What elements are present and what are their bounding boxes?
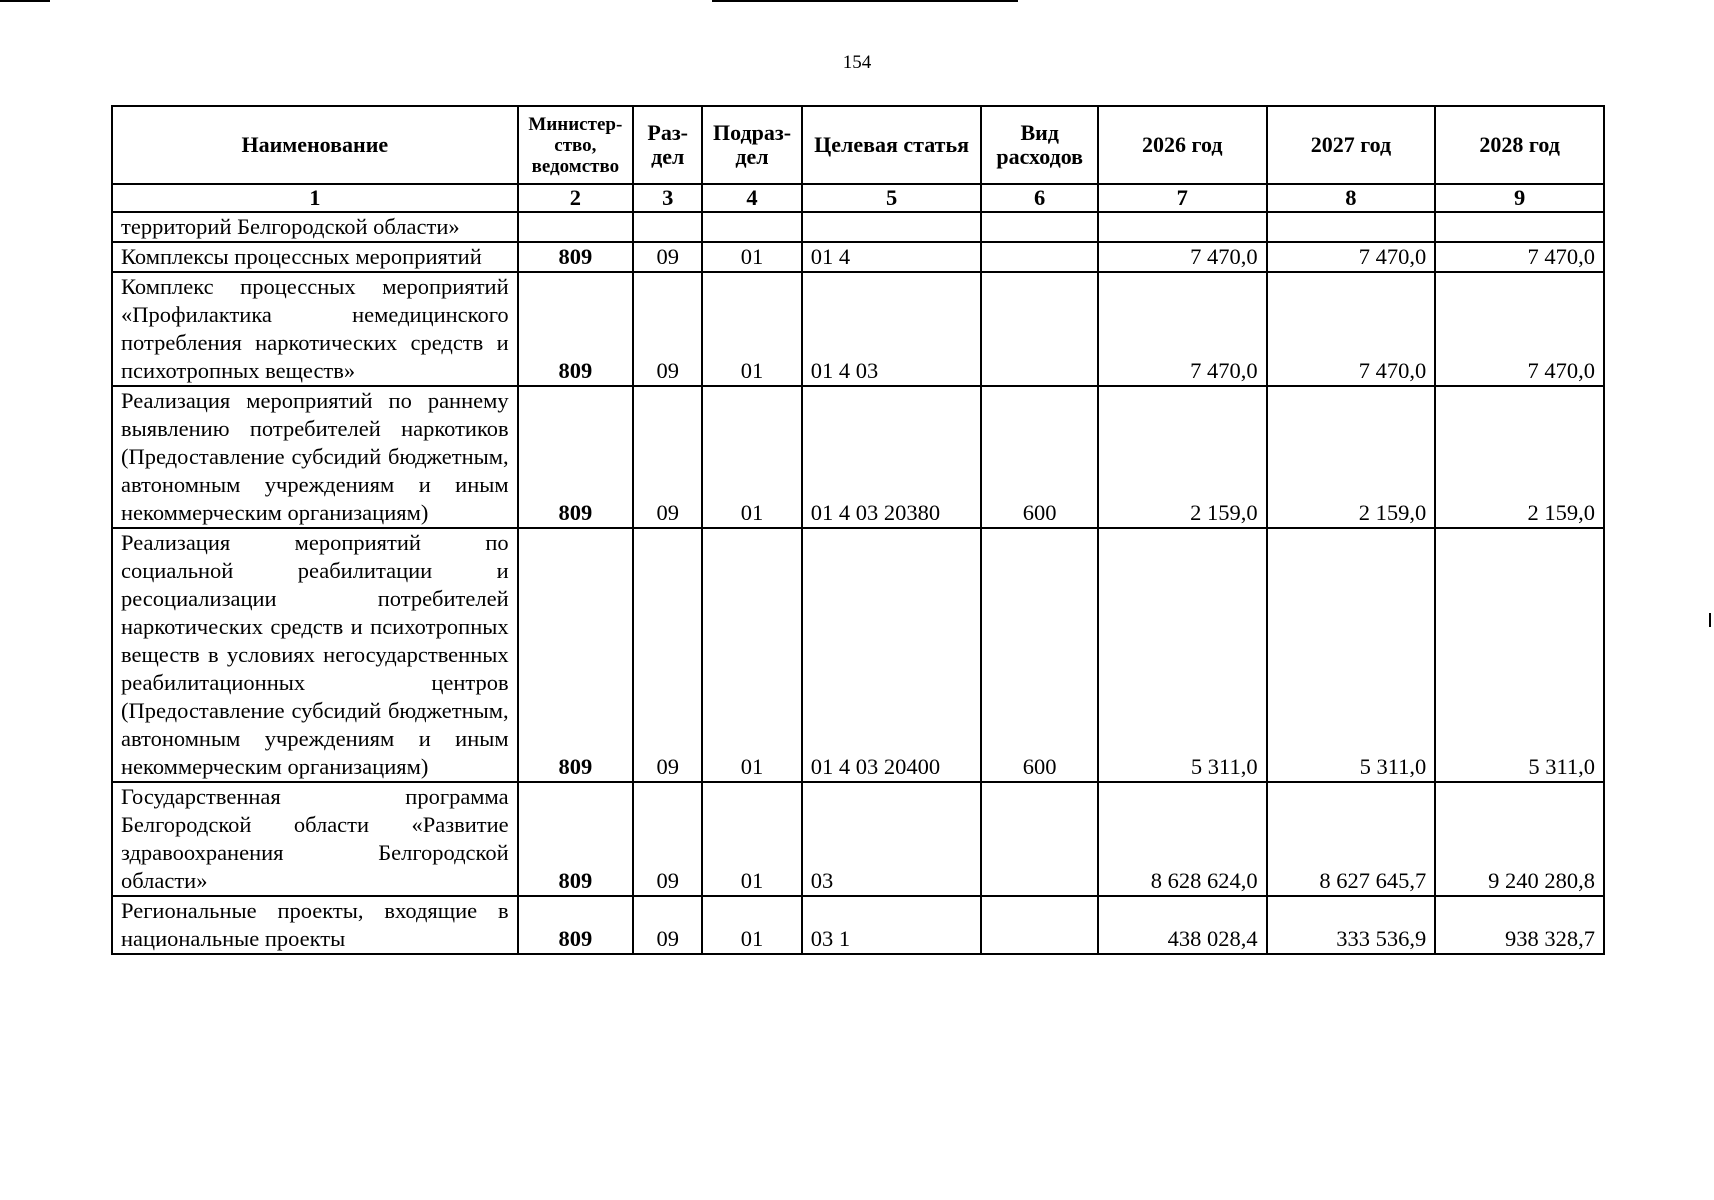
row-section: 09	[633, 896, 702, 954]
row-amount-2028: 7 470,0	[1435, 272, 1604, 386]
header-expense-kind: Вид расходов	[981, 106, 1097, 184]
row-expense-kind: 600	[981, 386, 1097, 528]
header-section: Раз-дел	[633, 106, 702, 184]
budget-table	[111, 105, 1605, 955]
row-amount-2027: 7 470,0	[1267, 242, 1436, 272]
row-subsection: 01	[702, 272, 801, 386]
column-number: 9	[1435, 184, 1604, 212]
row-section: 09	[633, 782, 702, 896]
row-name: Региональные проекты, входящие в национальные проекты	[112, 896, 518, 954]
column-number: 6	[981, 184, 1097, 212]
row-subsection: 01	[702, 782, 801, 896]
row-target-article: 03 1	[802, 896, 982, 954]
row-ministry: 809	[518, 242, 633, 272]
row-ministry: 809	[518, 528, 633, 782]
row-amount-2026: 5 311,0	[1098, 528, 1267, 782]
header-name: Наименование	[112, 106, 518, 184]
row-target-article: 03	[802, 782, 982, 896]
row-amount-2026: 7 470,0	[1098, 242, 1267, 272]
row-target-article: 01 4	[802, 242, 982, 272]
page-number: 154	[842, 52, 872, 73]
row-section	[633, 212, 702, 242]
row-amount-2027: 2 159,0	[1267, 386, 1436, 528]
row-name: территорий Белгородской области»	[112, 212, 518, 242]
column-number: 3	[633, 184, 702, 212]
row-expense-kind	[981, 782, 1097, 896]
row-name: Реализация мероприятий по социальной реабилитации и ресоциализации потребителей наркотических средств и психотропных веществ в условиях негосударственных реабилитационных центров (Предоставление субсидий бюджетным, автономным учреждениям и иным некоммерческим организациям)	[112, 528, 518, 782]
row-section: 09	[633, 272, 702, 386]
table-row	[112, 272, 1604, 386]
row-ministry: 809	[518, 272, 633, 386]
row-amount-2028: 7 470,0	[1435, 242, 1604, 272]
row-amount-2028: 9 240 280,8	[1435, 782, 1604, 896]
edge-mark	[1709, 613, 1711, 627]
header-2028: 2028 год	[1435, 106, 1604, 184]
row-target-article: 01 4 03	[802, 272, 982, 386]
row-section: 09	[633, 242, 702, 272]
column-number: 5	[802, 184, 982, 212]
row-name: Комплекс процессных мероприятий «Профилактика немедицинского потребления наркотических средств и психотропных веществ»	[112, 272, 518, 386]
row-subsection: 01	[702, 896, 801, 954]
column-number: 4	[702, 184, 801, 212]
row-subsection: 01	[702, 386, 801, 528]
row-section: 09	[633, 528, 702, 782]
row-name: Государственная программа Белгородской области «Развитие здравоохранения Белгородской области»	[112, 782, 518, 896]
row-ministry: 809	[518, 896, 633, 954]
row-amount-2026	[1098, 212, 1267, 242]
row-amount-2027: 333 536,9	[1267, 896, 1436, 954]
column-number: 7	[1098, 184, 1267, 212]
row-target-article: 01 4 03 20400	[802, 528, 982, 782]
row-amount-2027	[1267, 212, 1436, 242]
row-amount-2027: 5 311,0	[1267, 528, 1436, 782]
row-target-article	[802, 212, 982, 242]
row-expense-kind	[981, 212, 1097, 242]
row-ministry: 809	[518, 782, 633, 896]
column-number: 8	[1267, 184, 1436, 212]
header-target-article: Целевая статья	[802, 106, 982, 184]
row-expense-kind	[981, 896, 1097, 954]
row-amount-2028: 5 311,0	[1435, 528, 1604, 782]
row-amount-2028	[1435, 212, 1604, 242]
row-amount-2026: 7 470,0	[1098, 272, 1267, 386]
row-subsection	[702, 212, 801, 242]
table-row	[112, 782, 1604, 896]
row-amount-2027: 8 627 645,7	[1267, 782, 1436, 896]
header-subsection: Подраз-дел	[702, 106, 801, 184]
row-amount-2028: 938 328,7	[1435, 896, 1604, 954]
row-expense-kind: 600	[981, 528, 1097, 782]
column-number: 1	[112, 184, 518, 212]
table-row	[112, 528, 1604, 782]
table-row	[112, 242, 1604, 272]
column-number: 2	[518, 184, 633, 212]
header-2027: 2027 год	[1267, 106, 1436, 184]
table-row	[112, 212, 1604, 242]
top-rule-center	[712, 0, 1018, 2]
row-ministry	[518, 212, 633, 242]
header-row	[112, 106, 1604, 184]
row-section: 09	[633, 386, 702, 528]
row-amount-2026: 438 028,4	[1098, 896, 1267, 954]
row-ministry: 809	[518, 386, 633, 528]
row-subsection: 01	[702, 528, 801, 782]
row-amount-2026: 2 159,0	[1098, 386, 1267, 528]
header-ministry: Министер-ство, ведомство	[518, 106, 633, 184]
row-expense-kind	[981, 242, 1097, 272]
row-subsection: 01	[702, 242, 801, 272]
row-target-article: 01 4 03 20380	[802, 386, 982, 528]
row-name: Комплексы процессных мероприятий	[112, 242, 518, 272]
table-row	[112, 386, 1604, 528]
row-name: Реализация мероприятий по раннему выявлению потребителей наркотиков (Предоставление субсидий бюджетным, автономным учреждениям и иным некоммерческим организациям)	[112, 386, 518, 528]
top-rule-left	[0, 0, 50, 2]
row-amount-2028: 2 159,0	[1435, 386, 1604, 528]
header-2026: 2026 год	[1098, 106, 1267, 184]
row-amount-2026: 8 628 624,0	[1098, 782, 1267, 896]
row-amount-2027: 7 470,0	[1267, 272, 1436, 386]
row-expense-kind	[981, 272, 1097, 386]
column-number-row	[112, 184, 1604, 212]
table-row	[112, 896, 1604, 954]
